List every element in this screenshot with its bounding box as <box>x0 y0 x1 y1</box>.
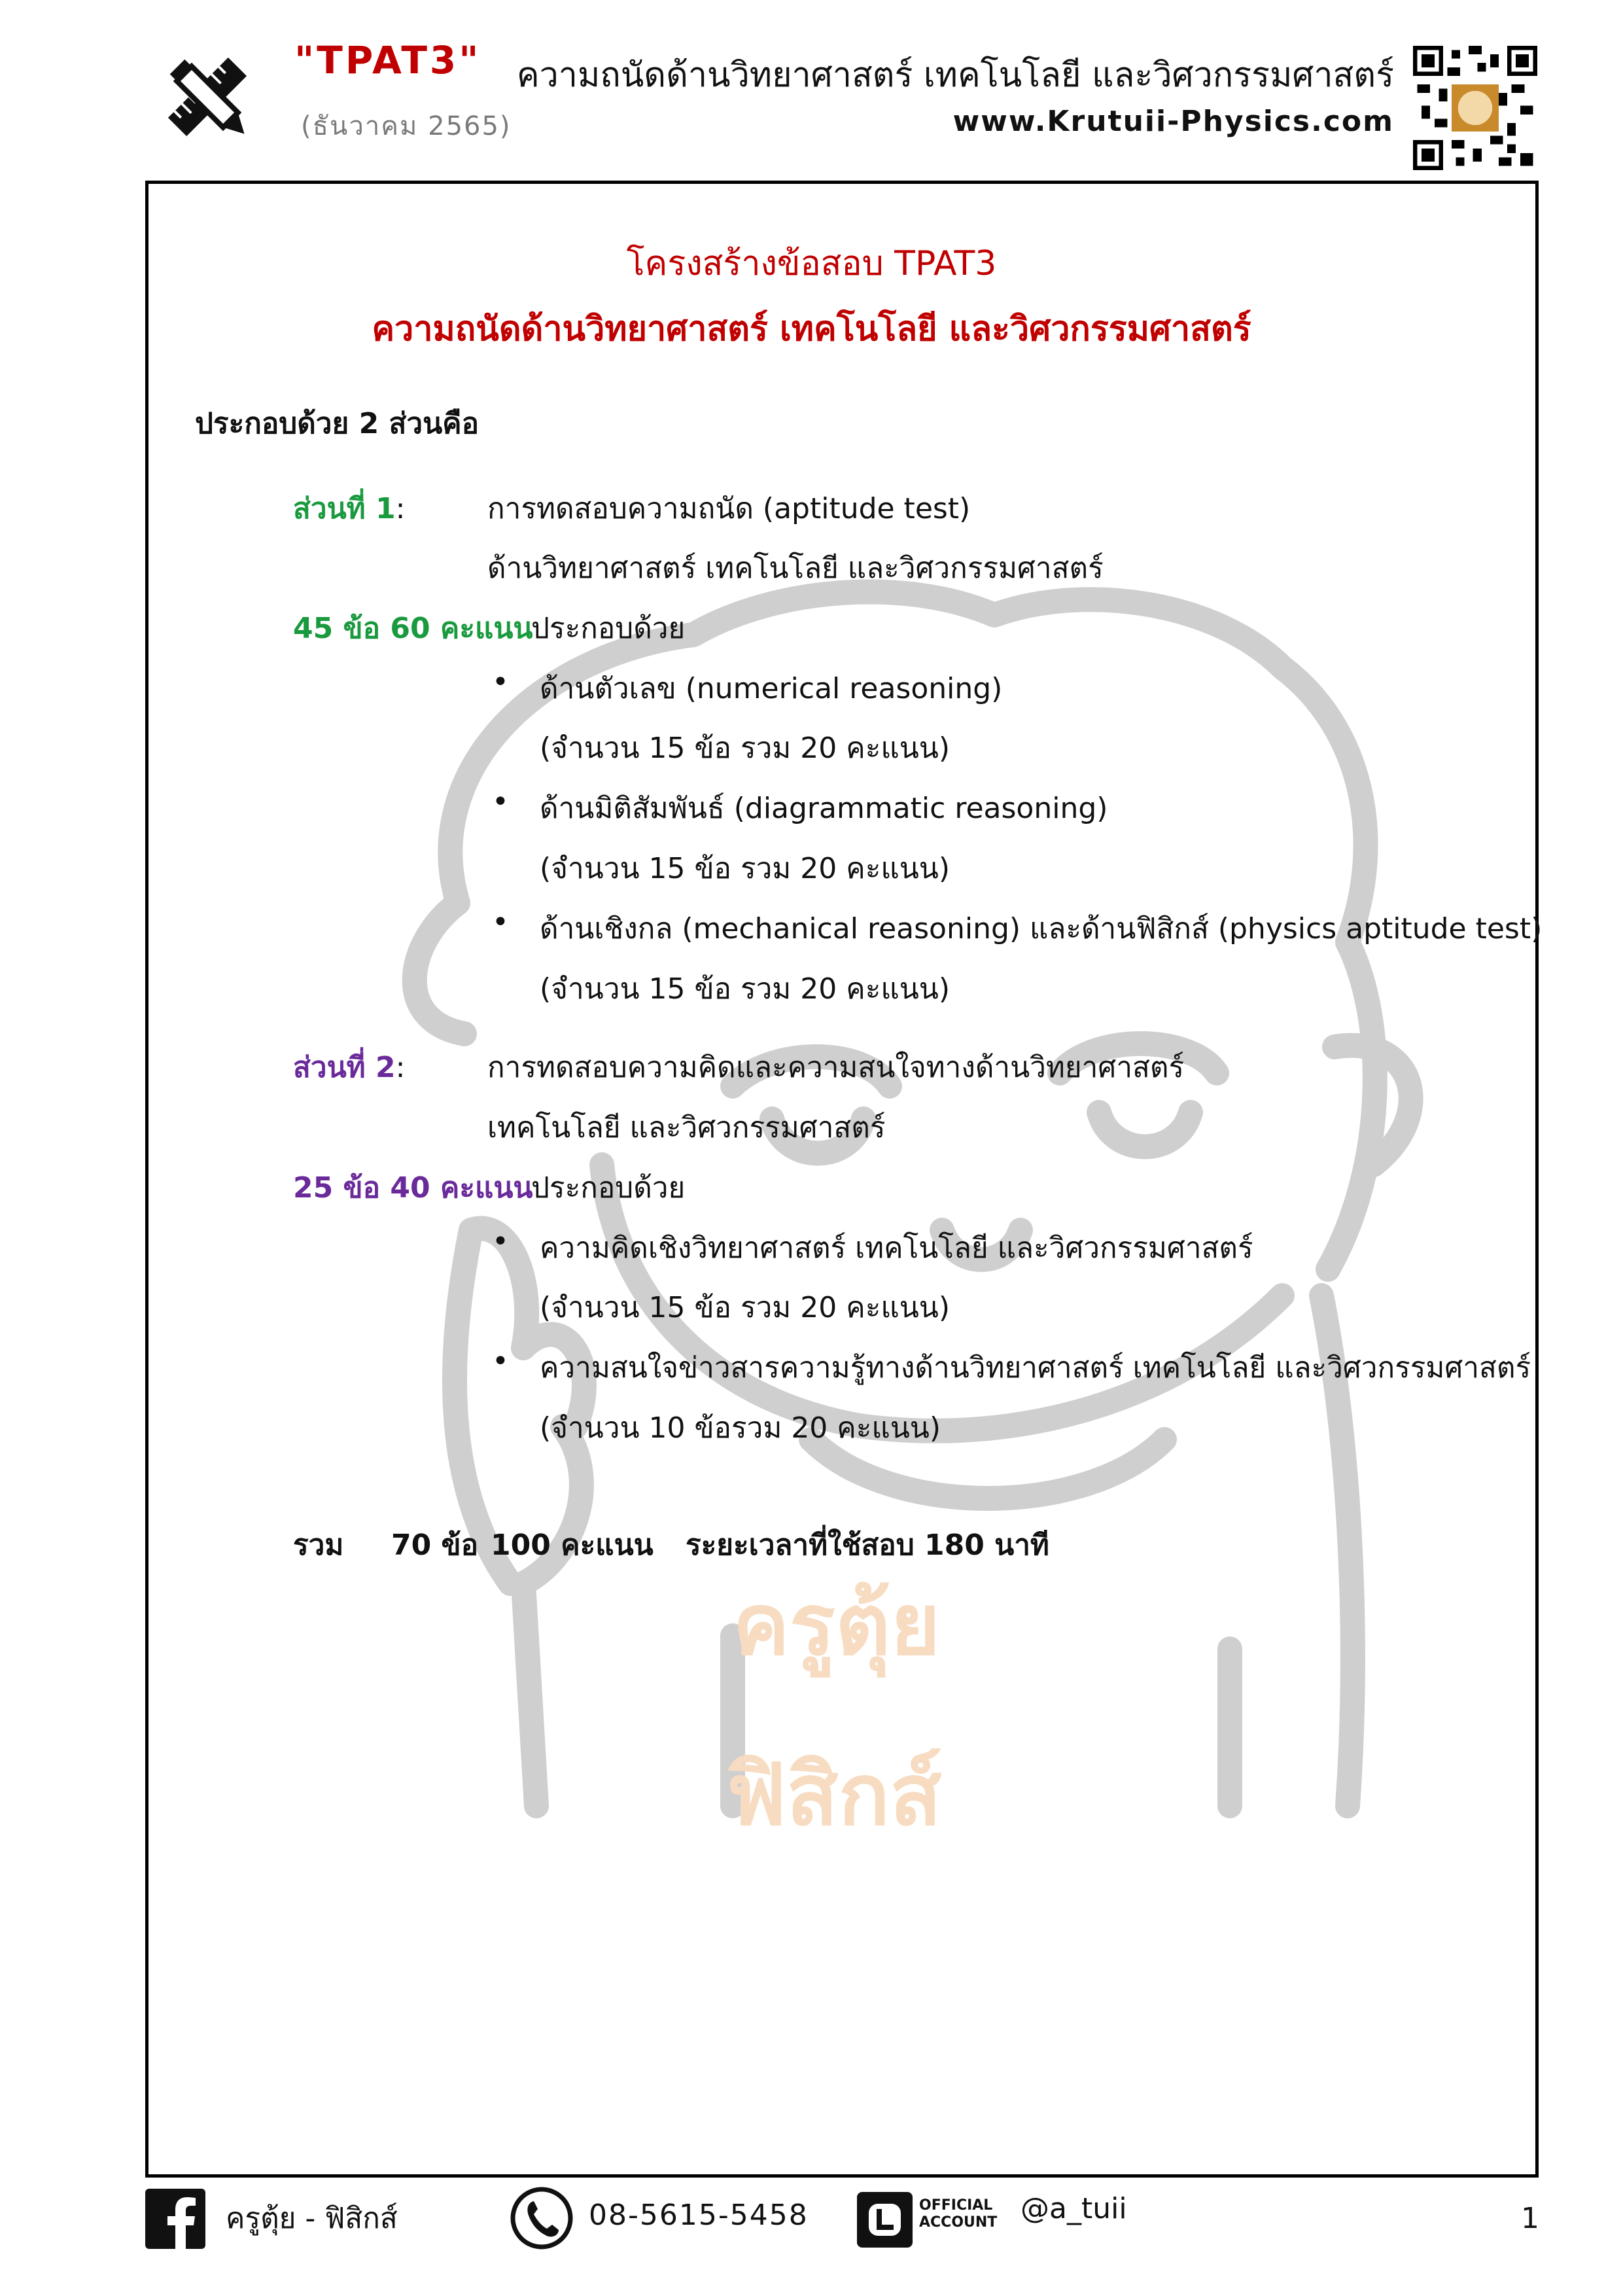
part1-item2-title: ด้านมิติสัมพันธ์ (diagrammatic reasoning) <box>540 792 1108 825</box>
part1-consists: ประกอบด้วย <box>531 612 686 645</box>
brand-title: "TPAT3" <box>294 38 481 82</box>
bullet-icon: • <box>492 665 509 699</box>
part1-desc-line1: การทดสอบความถนัด (aptitude test) <box>487 492 971 525</box>
bullet-icon: • <box>492 1345 509 1378</box>
part2-item1-title: ความคิดเชิงวิทยาศาสตร์ เทคโนโลยี และวิศวกรรมศาสตร์ <box>540 1231 1253 1265</box>
part2-desc-line2: เทคโนโลยี และวิศวกรรมศาสตร์ <box>487 1111 886 1144</box>
watermark-text-2: ฟิสิกส์ <box>726 1745 942 1845</box>
part2-item2-title: ความสนใจข่าวสารความรู้ทางด้านวิทยาศาสตร์ เทคโนโลยี และวิศวกรรมศาสตร์ <box>540 1351 1531 1385</box>
official-account-label: OFFICIAL ACCOUNT <box>919 2197 998 2231</box>
document-subtitle: ความถนัดด้านวิทยาศาสตร์ เทคโนโลยี และวิศวกรรมศาสตร์ <box>372 309 1251 349</box>
website-link[interactable]: www.Krutuii-Physics.com <box>952 105 1394 138</box>
part1-desc-line2: ด้านวิทยาศาสตร์ เทคโนโลยี และวิศวกรรมศาสตร์ <box>487 552 1104 585</box>
intro-text: ประกอบด้วย 2 ส่วนคือ <box>195 407 480 440</box>
phone-number[interactable]: 08-5615-5458 <box>589 2199 809 2232</box>
line-app-icon[interactable] <box>857 2192 913 2248</box>
pencil-ruler-icon <box>145 38 270 156</box>
part2-consists: ประกอบด้วย <box>531 1171 686 1205</box>
facebook-name[interactable]: ครูตุ้ย - ฟิสิกส์ <box>226 2202 398 2235</box>
document-title: โครงสร้างข้อสอบ TPAT3 <box>626 244 997 283</box>
summary-label: รวม <box>293 1528 344 1562</box>
line-id[interactable]: @a_tuii <box>1021 2192 1127 2225</box>
part1-item1-title: ด้านตัวเลข (numerical reasoning) <box>540 672 1003 705</box>
bullet-icon: • <box>492 1225 509 1258</box>
part2-score: 25 ข้อ 40 คะแนน <box>293 1171 533 1205</box>
summary-items: 70 ข้อ <box>391 1528 479 1562</box>
brand-date: (ธันวาคม 2565) <box>301 111 512 141</box>
bullet-icon: • <box>492 906 509 939</box>
page-number: 1 <box>1521 2202 1539 2235</box>
part1-item3-title: ด้านเชิงกล (mechanical reasoning) และด้านฟิสิกส์ (physics aptitude test) <box>540 912 1543 945</box>
watermark-text-1: ครูตุ้ย <box>733 1575 941 1674</box>
summary-time: ระยะเวลาที่ใช้สอบ 180 นาที <box>686 1528 1049 1562</box>
qr-code-icon[interactable] <box>1413 46 1537 170</box>
part1-score: 45 ข้อ 60 คะแนน <box>293 612 533 645</box>
part1-item1-detail: (จำนวน 15 ข้อ รวม 20 คะแนน) <box>540 732 951 765</box>
bullet-icon: • <box>492 785 509 819</box>
part2-label: ส่วนที่ 2: <box>293 1051 406 1084</box>
part1-item2-detail: (จำนวน 15 ข้อ รวม 20 คะแนน) <box>540 852 951 885</box>
part2-item2-detail: (จำนวน 10 ข้อรวม 20 คะแนน) <box>540 1411 941 1445</box>
part1-label: ส่วนที่ 1: <box>293 492 406 525</box>
phone-icon <box>509 2185 574 2251</box>
part2-desc-line1: การทดสอบความคิดและความสนใจทางด้านวิทยาศาสตร์ <box>487 1051 1185 1084</box>
part1-item3-detail: (จำนวน 15 ข้อ รวม 20 คะแนน) <box>540 972 951 1006</box>
header-subject: ความถนัดด้านวิทยาศาสตร์ เทคโนโลยี และวิศวกรรมศาสตร์ <box>516 56 1394 95</box>
summary-points: 100 คะแนน <box>491 1528 654 1562</box>
part2-item1-detail: (จำนวน 15 ข้อ รวม 20 คะแนน) <box>540 1291 951 1324</box>
facebook-icon[interactable] <box>145 2189 205 2249</box>
